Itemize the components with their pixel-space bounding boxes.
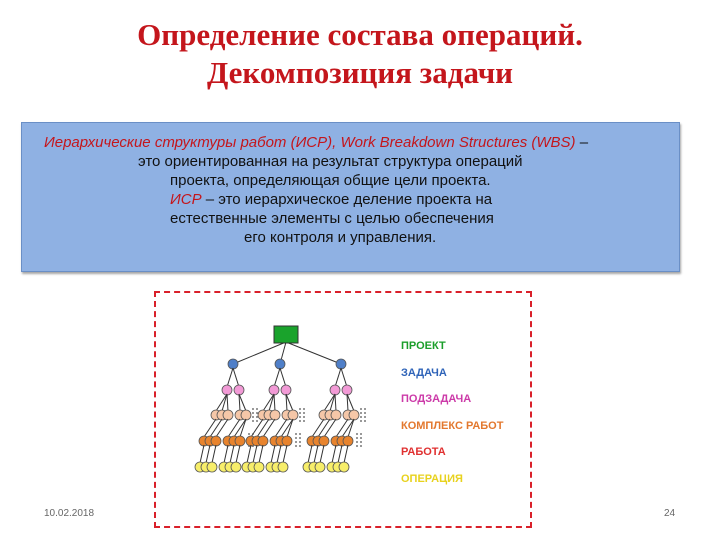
tree-connector (224, 445, 228, 463)
tree-connector (216, 394, 227, 411)
tree-connector (263, 419, 275, 437)
operation-node (278, 462, 288, 472)
subtask-node (234, 385, 244, 395)
tree-connector (324, 394, 335, 411)
legend-item: РАБОТА (401, 446, 446, 458)
definition-line-4 (22, 190, 679, 209)
tree-connector (240, 419, 246, 437)
tree-connector (204, 419, 216, 437)
tree-connector (234, 419, 246, 437)
legend-item: ПРОЕКТ (401, 340, 446, 352)
subtask-node (269, 385, 279, 395)
tree-connector (348, 419, 354, 437)
legend-item: ОПЕРАЦИЯ (401, 472, 463, 485)
work-package-node (349, 410, 359, 420)
tree-connector (341, 368, 347, 387)
legend-item: КОМПЛЕКС РАБОТ (401, 419, 504, 432)
tree-connector (280, 368, 286, 387)
tree-connector (318, 419, 330, 437)
work-node (235, 436, 245, 446)
operation-node (315, 462, 325, 472)
title-line-2: Декомпозиция задачи (206, 55, 514, 90)
tree-connector (247, 445, 251, 463)
tree-connector (335, 394, 336, 411)
work-node (282, 436, 292, 446)
tree-connector (271, 445, 275, 463)
definition-line-2: это ориентированная на результат структура операций (138, 153, 523, 170)
tree-connector (283, 445, 287, 463)
subtask-node (281, 385, 291, 395)
tree-connector (212, 445, 216, 463)
work-package-node (270, 410, 280, 420)
tree-connector (257, 419, 269, 437)
tree-connector (287, 419, 293, 437)
work-node (319, 436, 329, 446)
tree-connector (200, 445, 204, 463)
tree-connector (320, 445, 324, 463)
tree-connector (263, 394, 274, 411)
tree-connector (330, 394, 335, 411)
subtask-node (342, 385, 352, 395)
legend-item: ЗАДАЧА (401, 366, 447, 379)
definition-line-3: проекта, определяющая общие цели проекта. (170, 172, 491, 189)
tree-connector (227, 394, 228, 411)
tree-connector (286, 342, 341, 364)
wbs-legend (401, 333, 503, 492)
isr-definition: – это иерархическое деление проекта на (201, 191, 493, 208)
tree-connector (332, 445, 336, 463)
tree-connector (236, 445, 240, 463)
operation-node (207, 462, 217, 472)
tree-connector (338, 445, 342, 463)
work-node (258, 436, 268, 446)
operation-node (254, 462, 264, 472)
wbs-term: Иерархические структуры работ (ИСР), Work Breakdown Structures (WBS) (44, 134, 576, 151)
tree-connector (308, 445, 312, 463)
tree-connector (281, 419, 293, 437)
definition-line-6: его контроля и управления. (244, 229, 437, 246)
legend-item: ПОДЗАДАЧА (401, 393, 472, 405)
tree-connector (253, 445, 257, 463)
tree-connector (222, 394, 227, 411)
tree-connector (342, 419, 354, 437)
task-node (275, 359, 285, 369)
tree-connector (228, 419, 240, 437)
tree-connector (269, 394, 274, 411)
operation-node (339, 462, 349, 472)
wbs-diagram-frame (154, 291, 532, 528)
definition-line-1 (22, 133, 679, 152)
tree-connector (344, 445, 348, 463)
tree-connector (206, 445, 210, 463)
isr-term: ИСР (170, 191, 202, 208)
task-node (336, 359, 346, 369)
tree-connector (227, 368, 233, 387)
tree-connector (336, 419, 348, 437)
work-package-node (241, 410, 251, 420)
tree-connector (314, 445, 318, 463)
work-node (343, 436, 353, 446)
operation-node (231, 462, 241, 472)
tree-connector (216, 419, 228, 437)
definition-box (21, 122, 680, 272)
subtask-node (222, 385, 232, 395)
tree-connector (259, 445, 263, 463)
work-package-node (288, 410, 298, 420)
tree-connector (277, 445, 281, 463)
slide-title (0, 16, 720, 92)
wbs-dash: – (575, 134, 589, 151)
tree-connector (275, 419, 287, 437)
tree-connector (335, 368, 341, 387)
tree-connector (324, 419, 336, 437)
work-package-node (331, 410, 341, 420)
footer-date: 10.02.2018 (44, 508, 95, 519)
tree-connector (210, 419, 222, 437)
definition-line-5: естественные элементы с целью обеспечения (170, 210, 494, 227)
work-node (211, 436, 221, 446)
subtask-node (330, 385, 340, 395)
title-line-1: Определение состава операций. (137, 17, 583, 52)
tree-connector (274, 368, 280, 387)
tree-connector (233, 368, 239, 387)
tree-connector (274, 394, 275, 411)
work-package-node (223, 410, 233, 420)
page-number: 24 (664, 508, 676, 519)
task-node (228, 359, 238, 369)
tree-connector (312, 419, 324, 437)
project-node (274, 326, 298, 343)
tree-connector (230, 445, 234, 463)
